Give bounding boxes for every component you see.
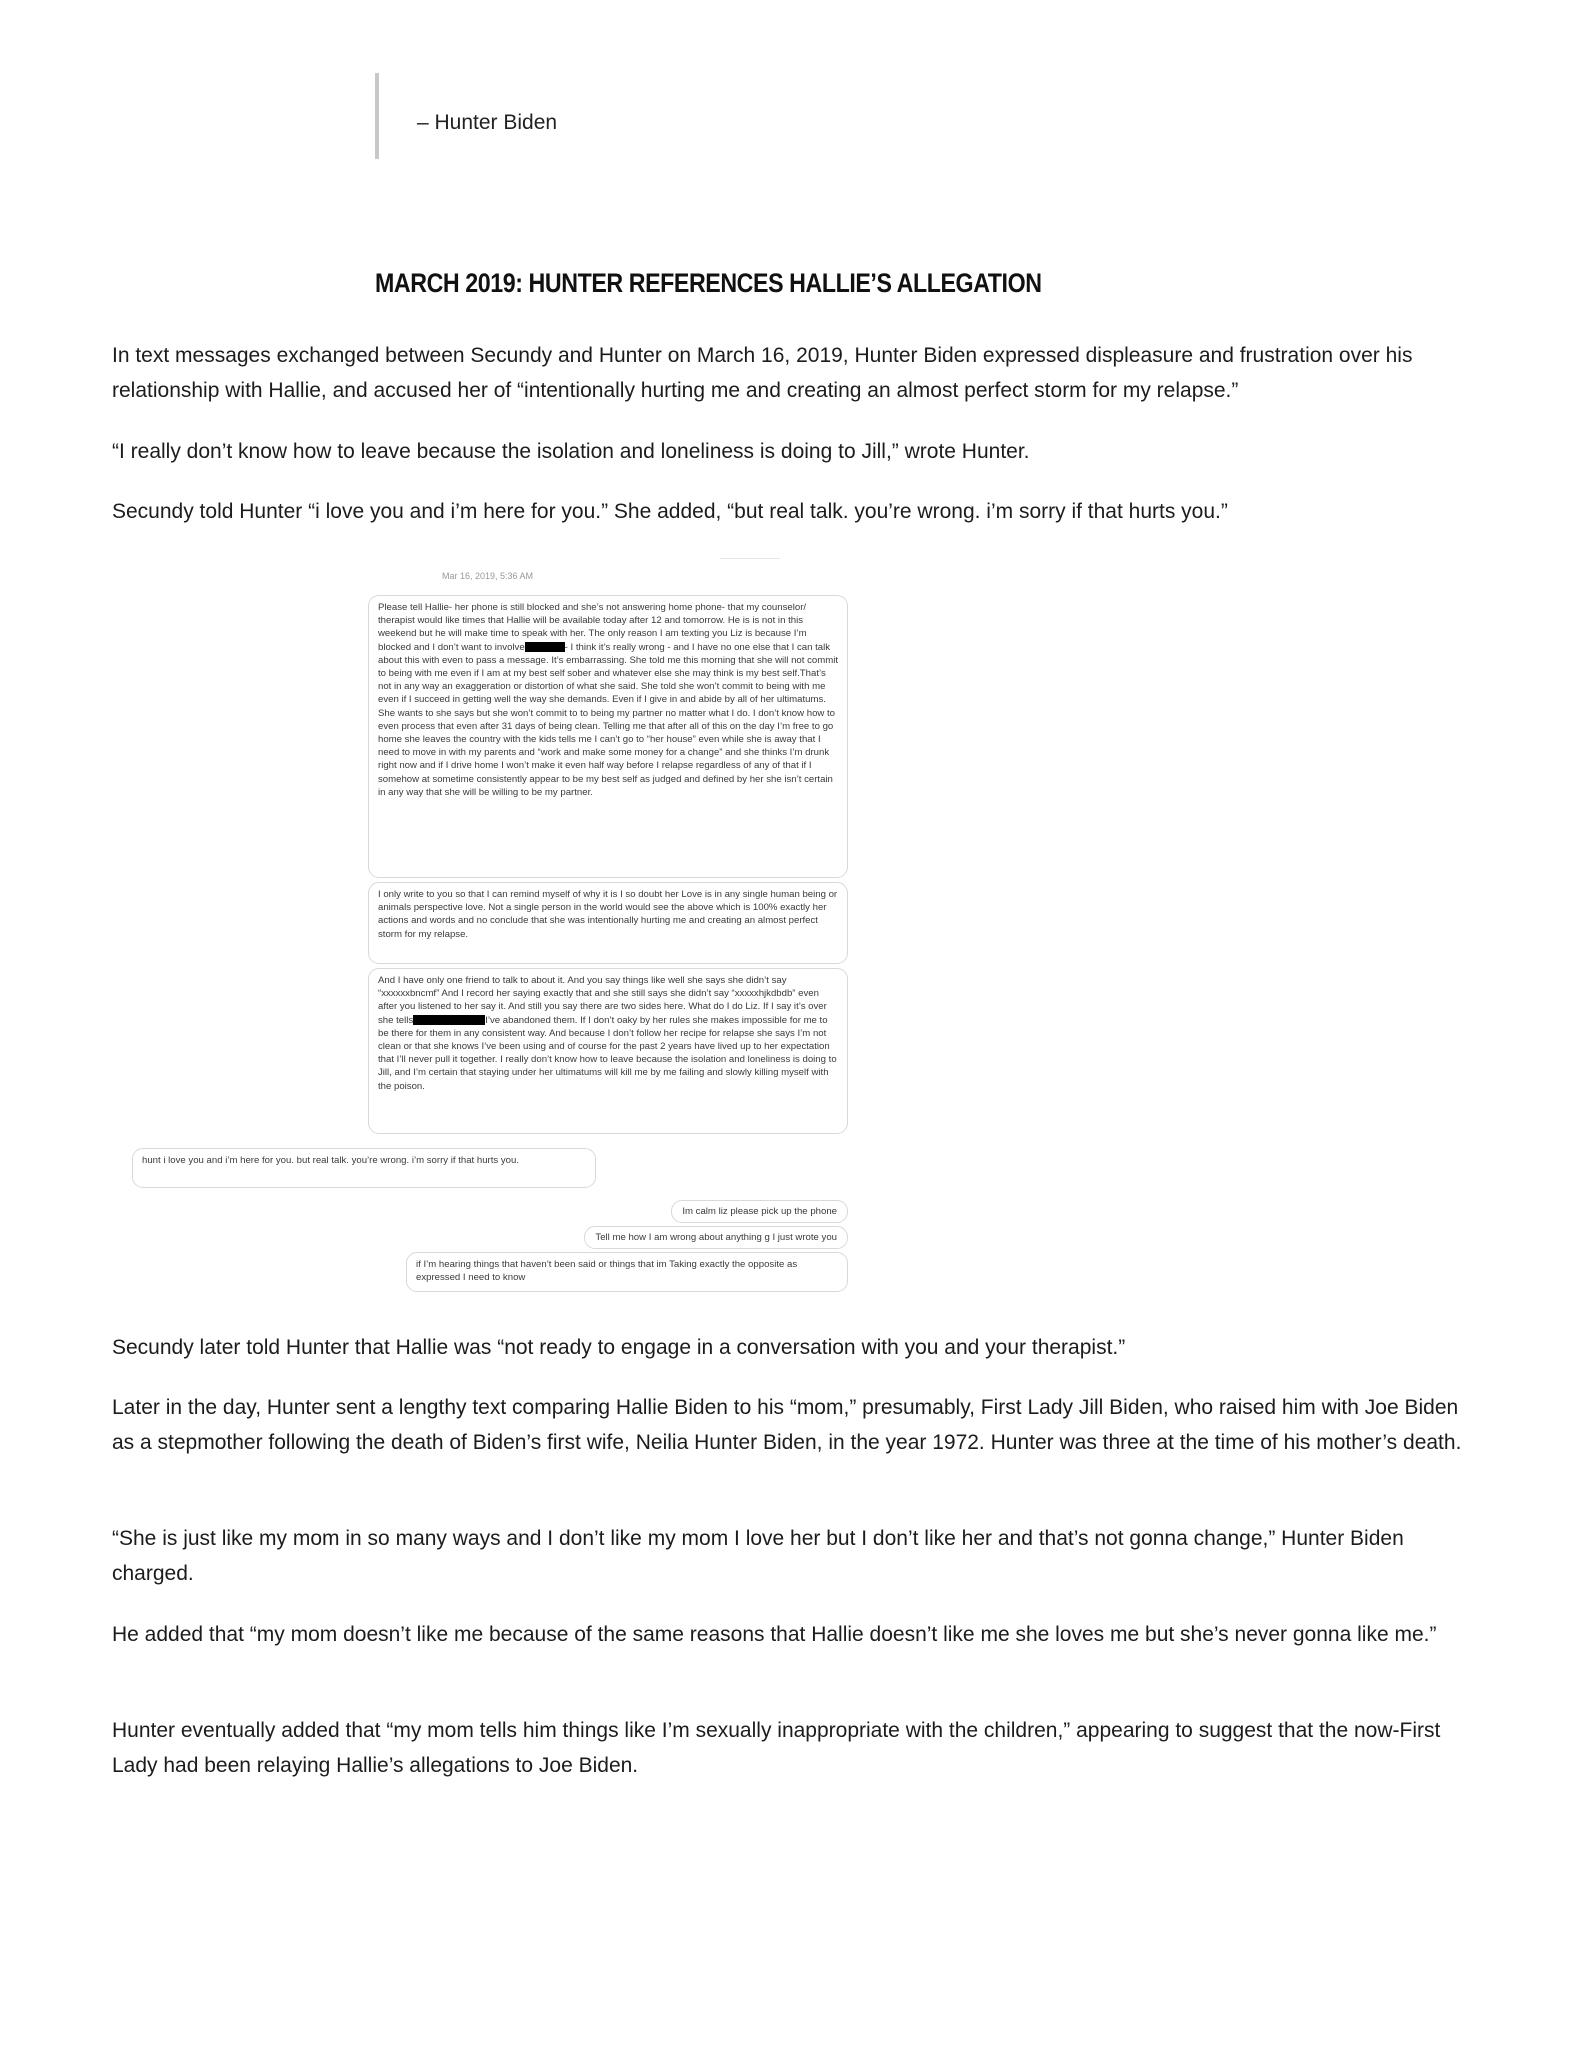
message-text: Please tell Hallie- her phone is still blocked and she’s not answering home phone- that my counselor/ therapist would like times that Hallie will be available today after 12 and tomorrow. He is is not in this weekend but he will make time to speak with her. The only reason I am texting you Liz is because I’m blocked and I don’t want to involve	[378, 602, 807, 653]
paragraph-lengthy-text: Later in the day, Hunter sent a lengthy text comparing Hallie Biden to his “mom,” presumably, First Lady Jill Biden, who raised him with Joe Biden as a stepmother following the death of Biden’s first wife, Neilia Hunter Biden, in the year 1972. Hunter was three at the time of his mother’s death.	[112, 1396, 1462, 1454]
message-text: I’ve abandoned them. If I don’t oaky by her rules she makes impossible for me to be there for them in any consistent way. And because I don’t follow her recipe for relapse she says I’m not clean or that she knows I’ve been using and of course for the past 2 years have lived up to her expectation that I’ll never pull it together. I really don’t know how to leave because the isolation and loneliness is doing to Jill, and I’m certain that staying under her ultimatums will kill me by me failing and slowly killing myself with the poison.	[378, 1014, 837, 1092]
paragraph-secundy-reply: Secundy told Hunter “i love you and i’m here for you.” She added, “but real talk. you’re wrong. i’m sorry if that hurts you.”	[112, 500, 1228, 523]
redaction-bar	[525, 642, 565, 652]
message-bubble	[368, 595, 848, 878]
section-heading: MARCH 2019: HUNTER REFERENCES HALLIE’S ALLEGATION	[375, 268, 1042, 298]
paragraph-jill-quote: “I really don’t know how to leave because the isolation and loneliness is doing to Jill,” wrote Hunter.	[112, 440, 1030, 463]
message-bubble	[368, 882, 848, 964]
divider	[720, 558, 780, 559]
message-bubble	[584, 1226, 848, 1249]
message-text: Im calm liz please pick up the phone	[682, 1206, 837, 1217]
message-text: I only write to you so that I can remind myself of why it is I so doubt her Love is in any single human being or animals perspective love. Not a single person in the world would see the above which is 100% exactly her actions and words and no conclude that she was intentionally hurting me and creating an almost perfect storm for my relapse.	[378, 889, 838, 940]
message-timestamp: Mar 16, 2019, 5:36 AM	[442, 571, 534, 581]
paragraph-text-messages: In text messages exchanged between Secundy and Hunter on March 16, 2019, Hunter Biden expressed displeasure and frustration over his relationship with Hallie, and accused her of “intentionally hurting me and creating an almost perfect storm for my relapse.”	[112, 344, 1413, 402]
quote-attribution: – Hunter Biden	[417, 111, 558, 134]
message-text: hunt i love you and i’m here for you. but real talk. you’re wrong. i’m sorry if that hurts you.	[142, 1155, 519, 1166]
paragraph-not-ready: Secundy later told Hunter that Hallie was “not ready to engage in a conversation with you and your therapist.”	[112, 1336, 1126, 1359]
message-bubble-reply	[132, 1148, 596, 1188]
blockquote	[375, 73, 875, 159]
redaction-bar	[413, 1015, 485, 1025]
message-bubble	[368, 968, 848, 1134]
message-text: - I think it’s really wrong - and I have no one else that I can talk about this with even to pass a message. It’s embarrassing. She told me this morning that she will not commit to being with me even if I am at my best self sober and whatever else she may think is my best self.That’s not in any way an exaggeration or distortion of what she said. She told she won’t commit to being with me even if I succeed in getting well the way she demands. Even if I give in and abide by all of her ultimatums. She wants to she says but she won’t commit to to being my partner no matter what I do. I don’t know how to even process that even after 31 days of being clean. Telling me that after all of this on the day I’m free to go home she leaves the country with the kids tells me I can’t go to “her house” even while she is away that I need to move in with my parents and “work and make some money for a change” and she thinks I’m drunk right now and if I drive home I won’t make it even half way before I relapse regardless of any of that if I somehow at sometime consistently appear to be my best self as judged and defined by her she isn’t certain in any way that she will be willing to be my partner.	[378, 641, 839, 798]
message-text: if I’m hearing things that haven’t been said or things that im Taking exactly the opposite as expressed I need to know	[416, 1259, 798, 1284]
paragraph-just-like-mom: “She is just like my mom in so many ways and I don’t like my mom I love her but I don’t like her and that’s not gonna change,” Hunter Biden charged.	[112, 1527, 1404, 1585]
paragraph-mom-doesnt-like: He added that “my mom doesn’t like me because of the same reasons that Hallie doesn’t like me she loves me but she’s never gonna like me.”	[112, 1623, 1437, 1646]
message-bubble	[406, 1252, 848, 1292]
message-text: And I have only one friend to talk to about it. And you say things like well she says she didn’t say “xxxxxxbncmf” And I record her saying exactly that and she still says she didn’t say “xxxxxhjkdbdb” even after you listened to her say it. And still you say there are two sides here. What do I do Liz. If I say it’s over she tells	[378, 975, 827, 1026]
text-message-screenshot	[130, 552, 850, 1297]
paragraph-allegations: Hunter eventually added that “my mom tells him things like I’m sexually inappropriate with the children,” appearing to suggest that the now-First Lady had been relaying Hallie’s allegations to Joe Biden.	[112, 1719, 1441, 1777]
message-text: Tell me how I am wrong about anything g I just wrote you	[595, 1232, 837, 1243]
message-bubble	[671, 1200, 848, 1223]
